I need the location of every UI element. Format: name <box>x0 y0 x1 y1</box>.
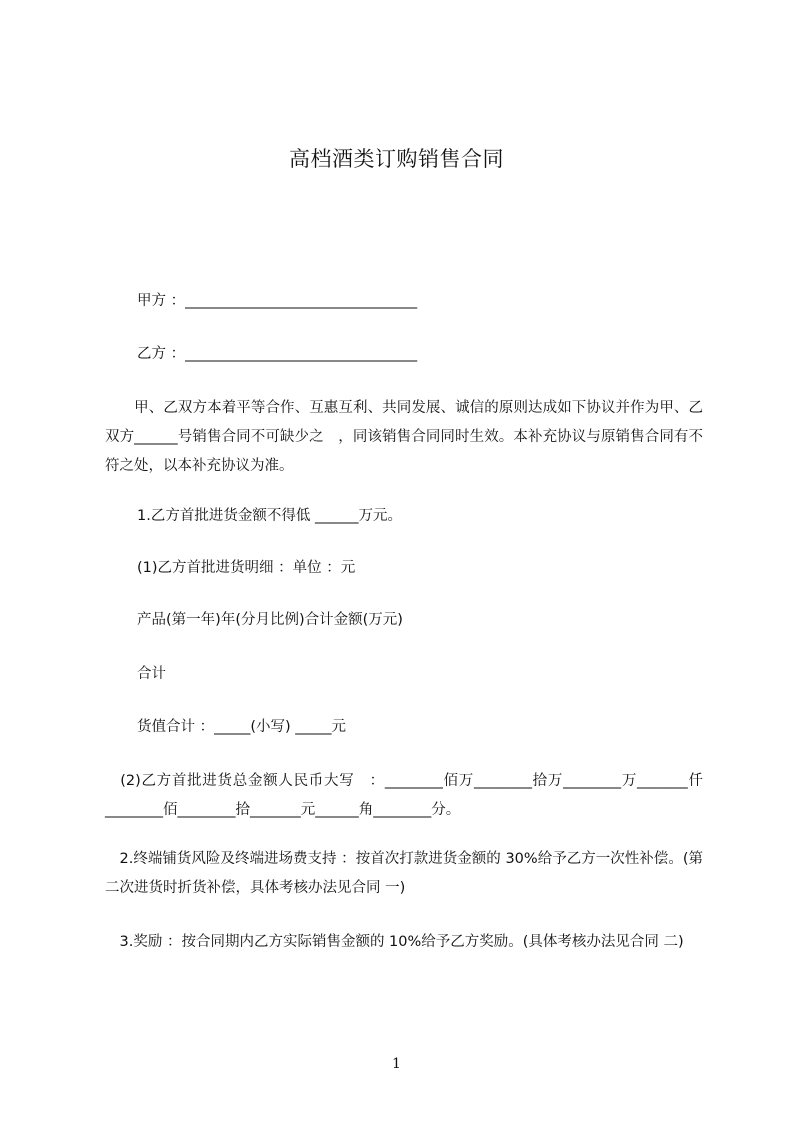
clause-3: 3.奖励 ：按合同期内乙方实际销售金额的 10%给予乙方奖励。(具体考核办法见合同 二) <box>105 934 684 950</box>
document-title: 高档酒类订购销售合同 <box>289 147 504 171</box>
party-a-line: 甲方 ：________________________________ <box>137 293 418 309</box>
clause-1-1: (1)乙方首批进货明细 ：单位 ：元 <box>137 560 356 576</box>
clause-1-2: (2)乙方首批进货总金额人民币大写 ：________佰万________拾万________万_______仟________佰________拾_______元______角________分。 <box>105 773 703 818</box>
party-b-line: 乙方 ：________________________________ <box>137 346 418 362</box>
goods-total-line: 货值合计 ：_____(小写) _____元 <box>137 719 347 735</box>
intro-paragraph: 甲、乙双方本着平等合作、互惠互利、共同发展、诚信的原则达成如下协议并作为甲、乙双方______号销售合同不可缺少之 ，同该销售合同同时生效。本补充协议与原销售合同有不符之处，以本补充协议为准。 <box>105 400 703 474</box>
total-label: 合计 <box>137 666 166 682</box>
page-number: 1 <box>392 1056 401 1072</box>
clause-1: 1.乙方首批进货金额不得低 ______万元。 <box>137 508 402 524</box>
table-header-line: 产品(第一年)年(分月比例)合计金额(万元) <box>137 612 403 628</box>
clause-2: 2.终端铺货风险及终端进场费支持 ：按首次打款进货金额的 30%给予乙方一次性补偿。(第二次进货时折货补偿，具体考核办法见合同 一) <box>105 851 703 896</box>
